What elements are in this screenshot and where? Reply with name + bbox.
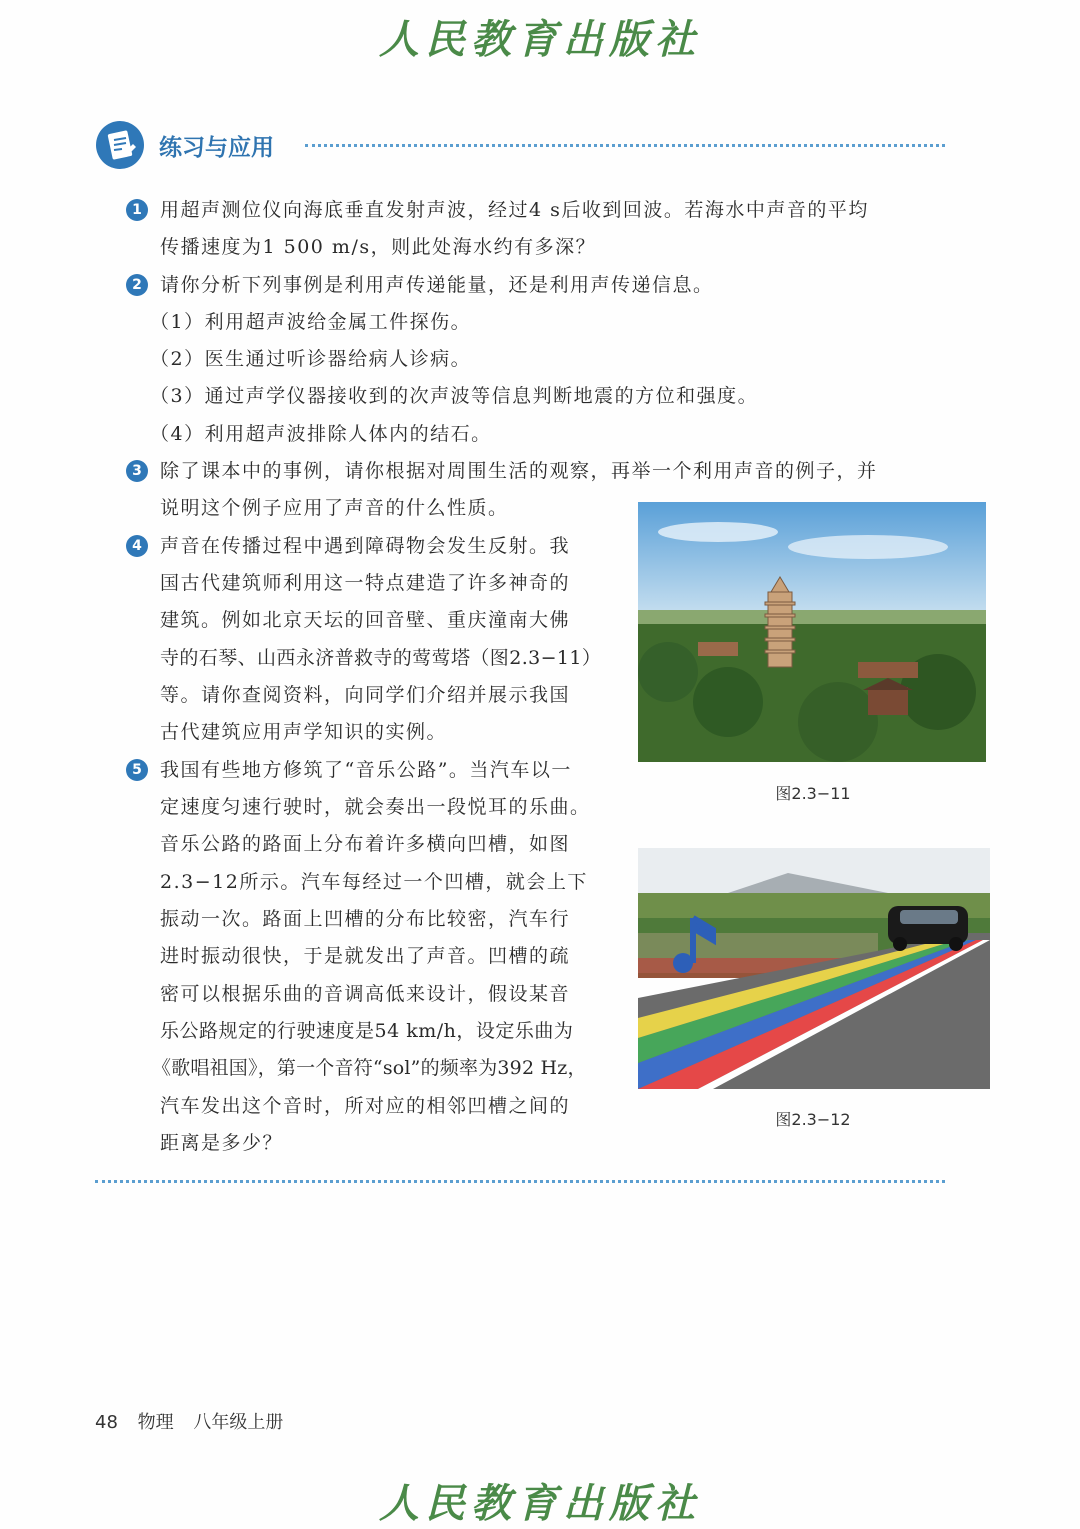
figure-2-3-11-caption: 图2.3−11 — [775, 784, 851, 803]
music-road-photo — [638, 848, 990, 1089]
question-5-line-10: 汽车发出这个音时，所对应的相邻凹槽之间的 — [160, 1095, 571, 1117]
question-1-line-2: 传播速度为1 500 m/s，则此处海水约有多深？ — [160, 236, 597, 258]
question-2-item-1: （1）利用超声波给金属工件探伤。 — [150, 311, 472, 333]
publisher-watermark-top: 人民教育出版社 — [379, 16, 701, 63]
question-4-line-1: 4 声音在传播过程中遇到障碍物会发生反射。我 — [160, 533, 570, 559]
question-5-line-1: 5 我国有些地方修筑了“音乐公路”。当汽车以一 — [160, 757, 572, 783]
question-2-line: 2 请你分析下列事例是利用声传递能量，还是利用声传递信息。 — [160, 272, 714, 298]
page-footer — [95, 1408, 297, 1434]
question-3-number: 3 — [126, 460, 148, 482]
question-2-item-3: （3）通过声学仪器接收到的次声波等信息判断地震的方位和强度。 — [150, 385, 759, 407]
question-4-number: 4 — [126, 535, 148, 557]
subject-name: 物理 — [137, 1412, 174, 1433]
page-number: 48 — [95, 1412, 118, 1433]
exercise-icon — [95, 120, 145, 170]
question-5-line-11: 距离是多少？ — [160, 1132, 284, 1154]
question-5-line-4: 2.3−12所示。汽车每经过一个凹槽，就会上下 — [160, 871, 588, 893]
question-5-line-9: 《歌唱祖国》，第一个音符“sol”的频率为392 Hz， — [152, 1057, 587, 1079]
question-5-line-8: 乐公路规定的行驶速度是54 km/h，设定乐曲为 — [160, 1020, 574, 1042]
grade-label: 八年级上册 — [193, 1412, 284, 1433]
section-divider — [305, 144, 945, 147]
section-header — [95, 120, 945, 174]
question-4-line-4: 寺的石琴、山西永济普救寺的莺莺塔（图2.3−11） — [160, 647, 602, 669]
publisher-watermark-bottom: 人民教育出版社 — [379, 1480, 701, 1527]
question-5-line-3: 音乐公路的路面上分布着许多横向凹槽，如图 — [160, 833, 571, 855]
question-5-line-6: 进时振动很快，于是就发出了声音。凹槽的疏 — [160, 945, 571, 967]
question-5-number: 5 — [126, 759, 148, 781]
figure-2-3-12-caption: 图2.3−12 — [775, 1110, 851, 1129]
pagoda-photo — [638, 502, 986, 762]
question-2-item-4: （4）利用超声波排除人体内的结石。 — [150, 423, 492, 445]
question-5-line-7: 密可以根据乐曲的音调高低来设计，假设某音 — [160, 983, 571, 1005]
question-3-line-1: 3 除了课本中的事例，请你根据对周围生活的观察，再举一个利用声音的例子，并 — [160, 458, 878, 484]
section-end-divider — [95, 1180, 945, 1183]
question-2-number: 2 — [126, 274, 148, 296]
section-title: 练习与应用 — [159, 135, 274, 161]
question-1-number: 1 — [126, 199, 148, 221]
question-4-line-2: 国古代建筑师利用这一特点建造了许多神奇的 — [160, 572, 571, 594]
question-4-line-3: 建筑。例如北京天坛的回音壁、重庆潼南大佛 — [160, 609, 571, 631]
question-2-item-2: （2）医生通过听诊器给病人诊病。 — [150, 348, 472, 370]
question-5-line-2: 定速度匀速行驶时，就会奏出一段悦耳的乐曲。 — [160, 796, 591, 818]
question-5-line-5: 振动一次。路面上凹槽的分布比较密，汽车行 — [160, 908, 571, 930]
question-3-line-2: 说明这个例子应用了声音的什么性质。 — [160, 497, 509, 519]
question-4-line-6: 古代建筑应用声学知识的实例。 — [160, 721, 448, 743]
question-1-line-1: 1 用超声测位仪向海底垂直发射声波，经过4 s后收到回波。若海水中声音的平均 — [160, 197, 869, 223]
question-4-line-5: 等。请你查阅资料，向同学们介绍并展示我国 — [160, 684, 571, 706]
